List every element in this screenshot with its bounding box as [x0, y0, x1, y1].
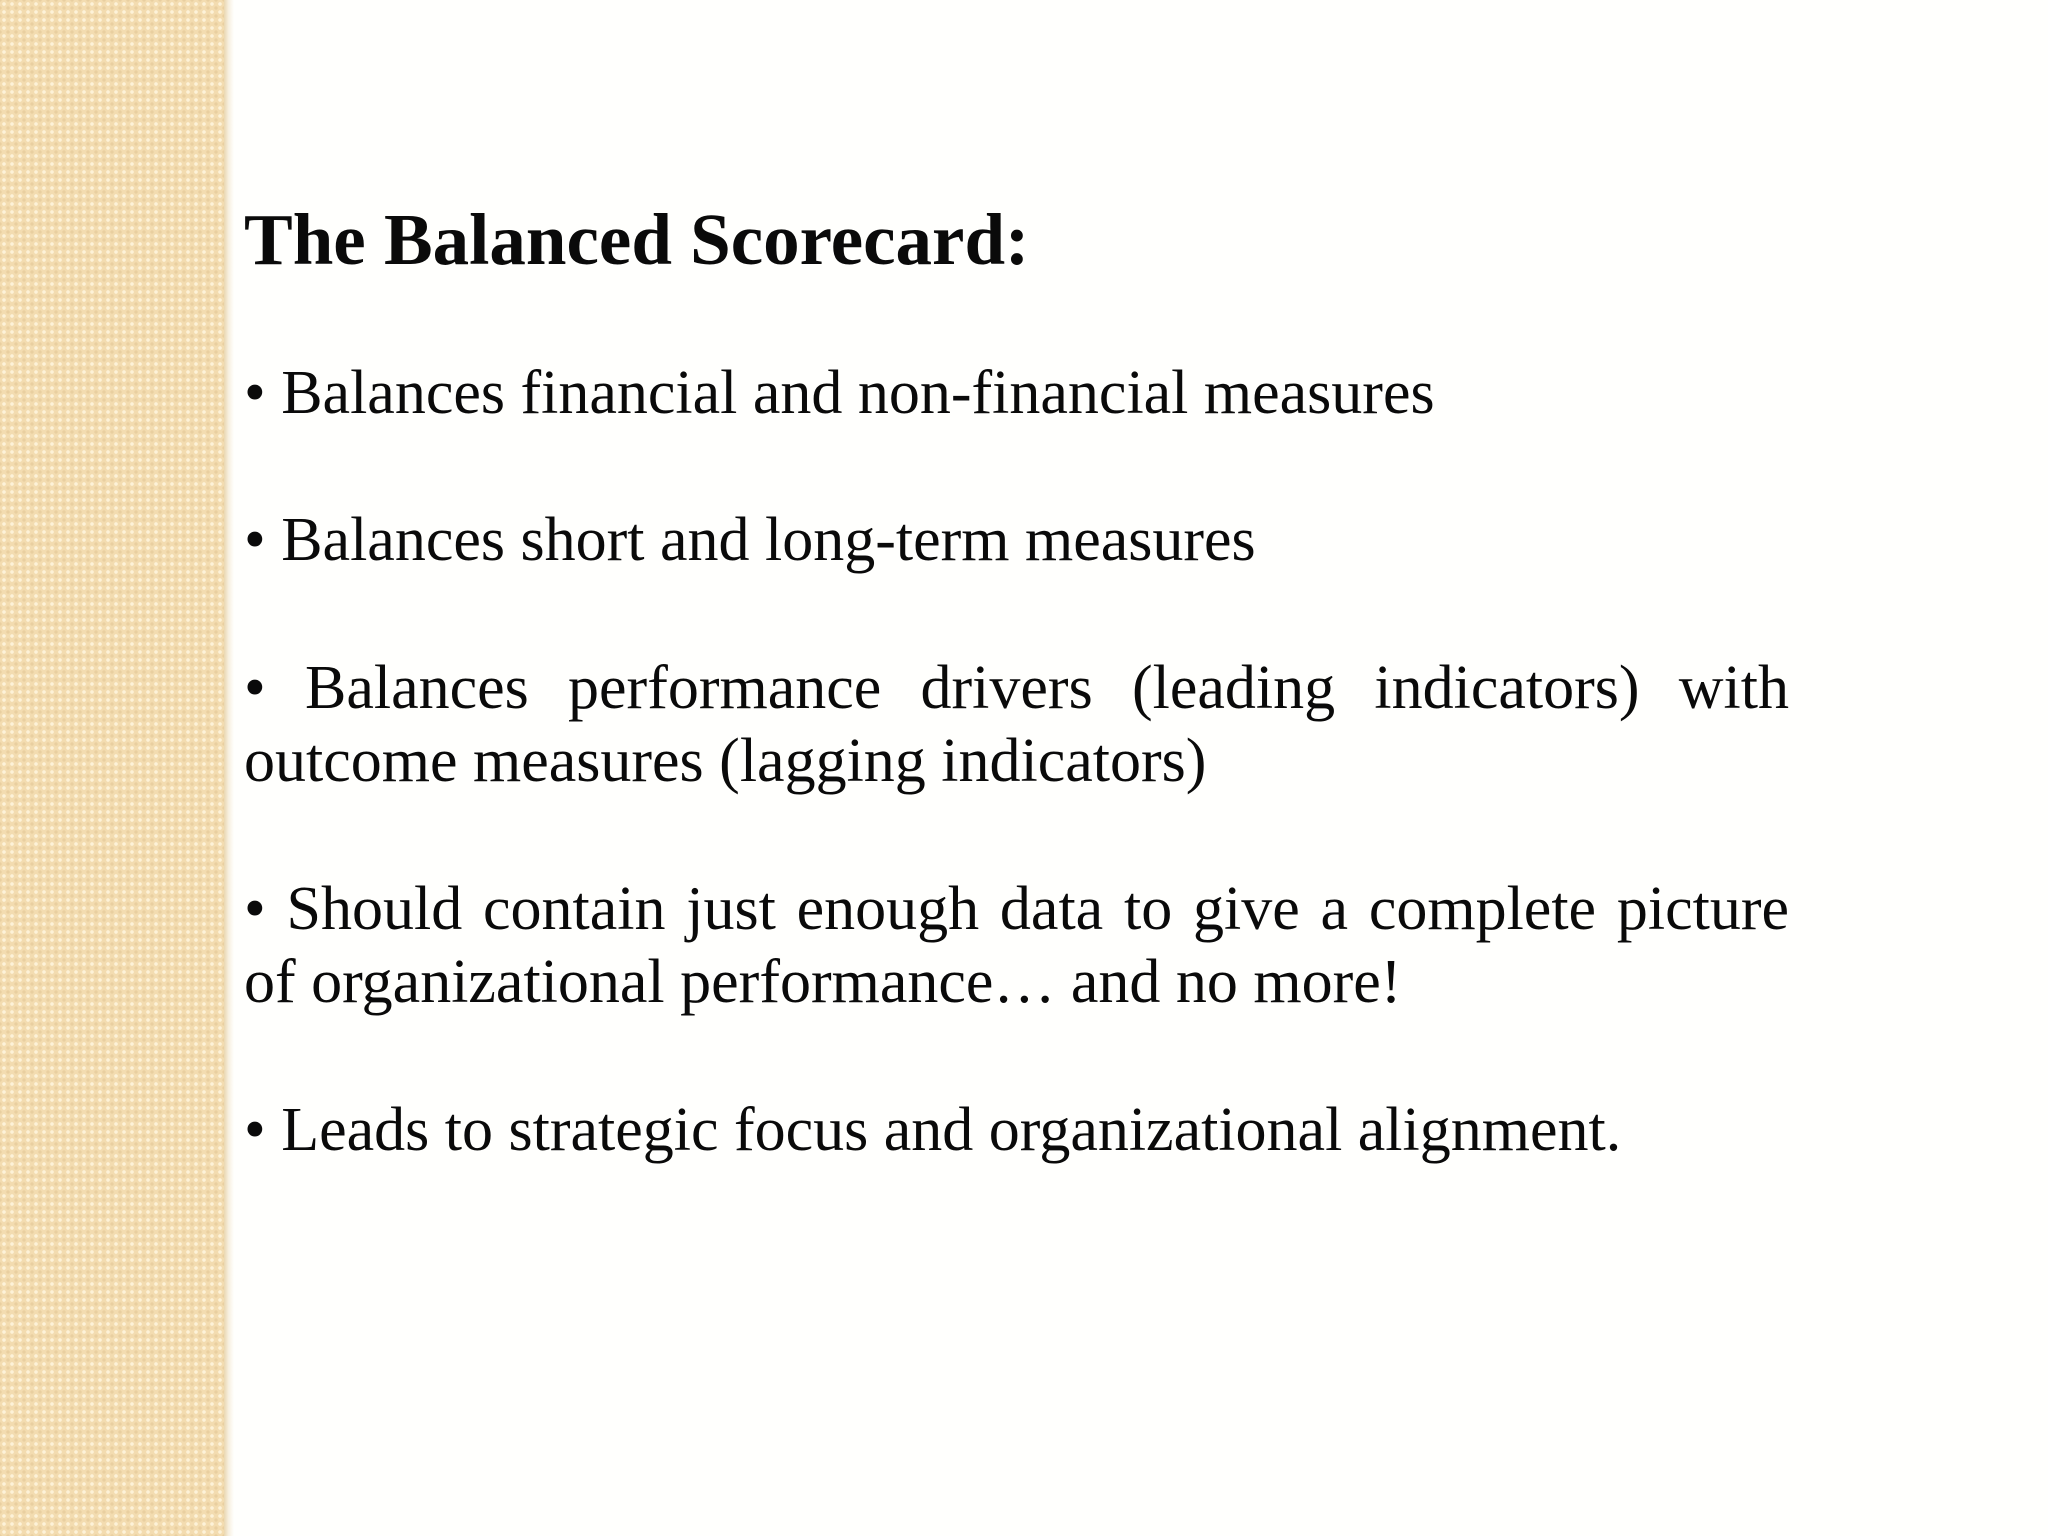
bullet-item-strategic-focus: • Leads to strategic focus and organizational alignment. — [244, 1096, 1622, 1164]
sidebar-edge-shadow — [224, 0, 234, 1536]
slide-title: The Balanced Scorecard: — [244, 199, 1030, 280]
bullet-item-enough-data: • Should contain just enough data to give a complete picture of organizational performance… and no more! — [244, 875, 1789, 1016]
bullet-item-term-measures: • Balances short and long-term measures — [244, 506, 1256, 574]
bullet-item-financial-measures: • Balances financial and non-financial measures — [244, 359, 1435, 427]
decorative-sidebar — [0, 0, 224, 1536]
bullet-item-performance-drivers: • Balances performance drivers (leading indicators) with outcome measures (lagging indicators) — [244, 654, 1789, 795]
